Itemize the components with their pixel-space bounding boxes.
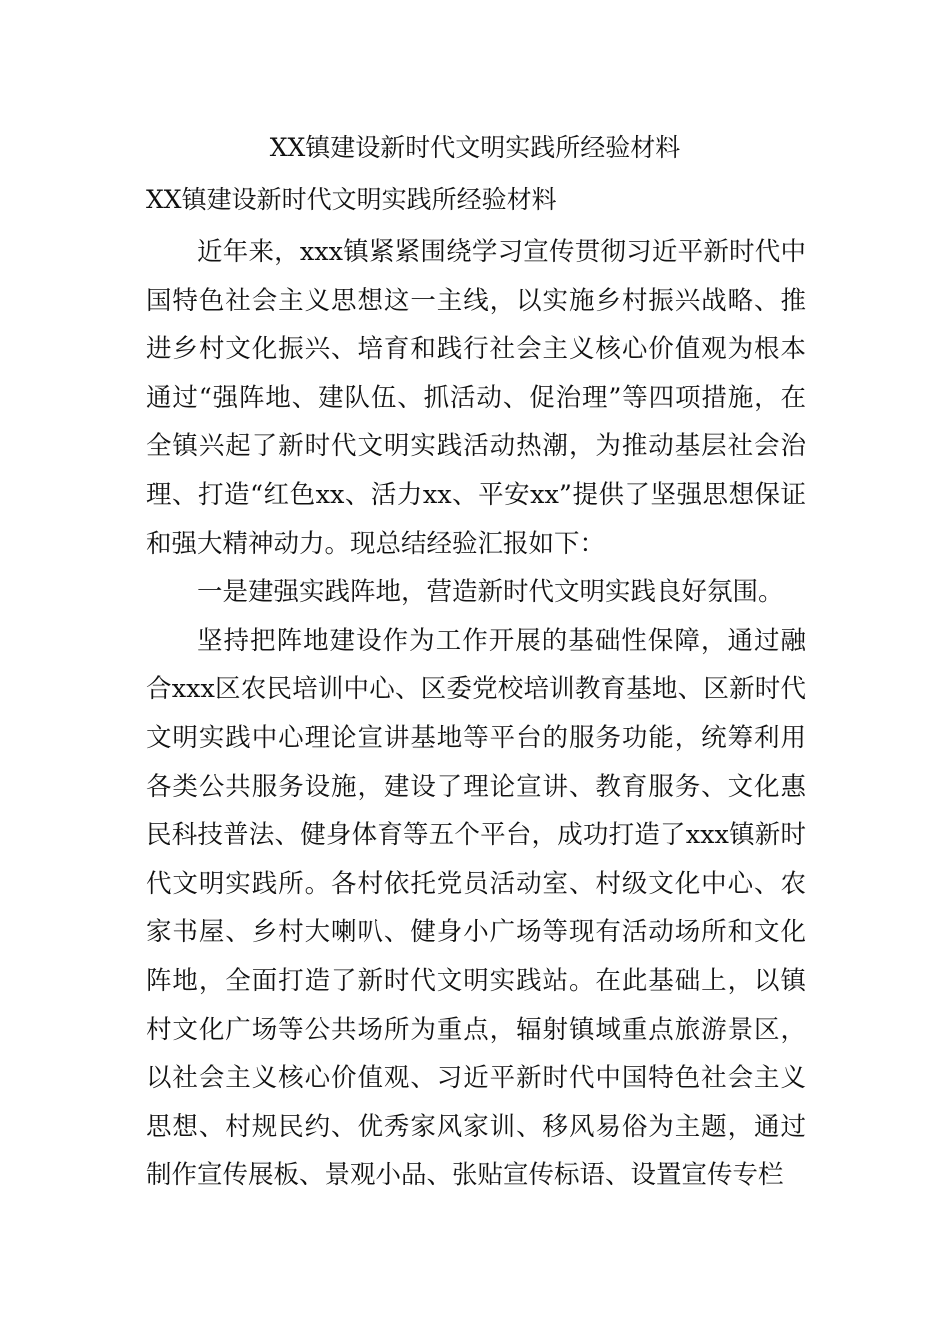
document-subtitle: XX镇建设新时代文明实践所经验材料: [146, 185, 557, 214]
paragraph-heading-one: 一是建强实践阵地，营造新时代文明实践良好氛围。: [197, 577, 784, 608]
document-body: [146, 228, 806, 1200]
paragraph-intro: 近年来，xxx镇紧紧围绕学习宣传贯彻习近平新时代中国特色社会主义思想这一主线，以实施乡村振兴战略、推进乡村文化振兴、培育和践行社会主义核心价值观为根本通过“强阵地、建队伍、抓活动、促治理”等四项措施，在全镇兴起了新时代文明实践活动热潮，为推动基层社会治理、打造“红色xx、活力xx、平安xx”提供了坚强思想保证和强大精神动力。现总结经验汇报如下：: [146, 237, 806, 559]
document-title: XX镇建设新时代文明实践所经验材料: [269, 133, 681, 162]
paragraph-detail: 坚持把阵地建设作为工作开展的基础性保障，通过融合xxx区农民培训中心、区委党校培训教育基地、区新时代文明实践中心理论宣讲基地等平台的服务功能，统筹利用各类公共服务设施，建设了理论宣讲、教育服务、文化惠民科技普法、健身体育等五个平台，成功打造了xxx镇新时代文明实践所。各村依托党员活动室、村级文化中心、农家书屋、乡村大喇叭、健身小广场等现有活动场所和文化阵地，全面打造了新时代文明实践站。在此基础上，以镇村文化广场等公共场所为重点，辐射镇域重点旅游景区，以社会主义核心价值观、习近平新时代中国特色社会主义思想、村规民约、优秀家风家训、移风易俗为主题，通过制作宣传展板、景观小品、张贴宣传标语、设置宣传专栏: [146, 625, 806, 1191]
